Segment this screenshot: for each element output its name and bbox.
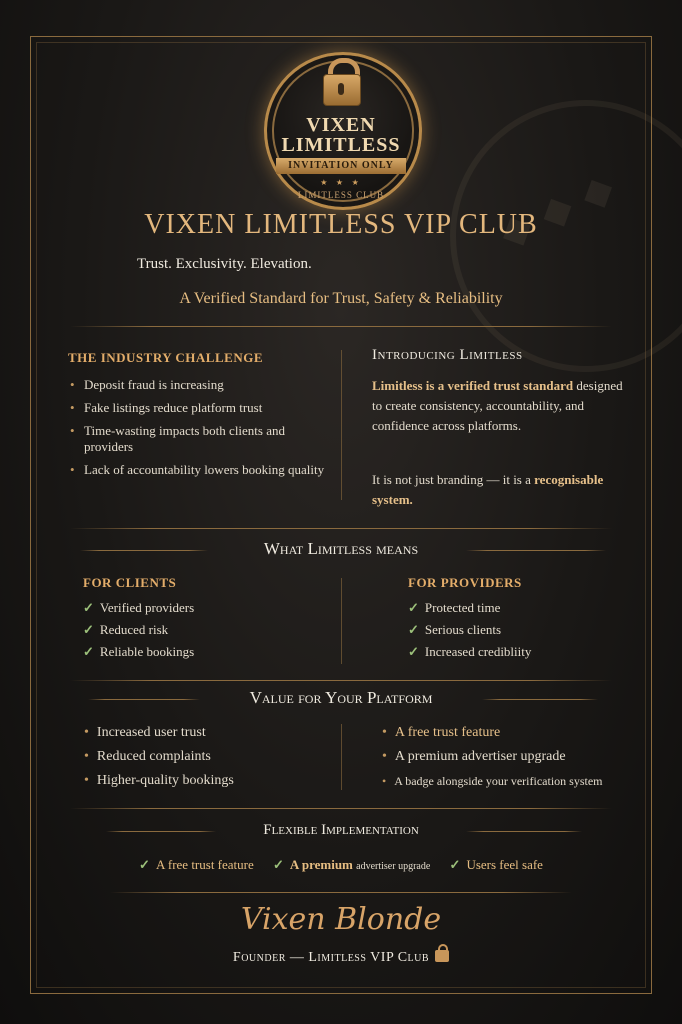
list-item: ✓ Reliable bookings: [83, 644, 195, 659]
list-item: • Time-wasting impacts both clients and providers: [70, 423, 285, 454]
column-divider: [341, 724, 342, 790]
emblem-ribbon: INVITATION ONLY: [276, 158, 406, 174]
list-item: ✓ Serious clients: [408, 622, 502, 637]
check-icon: ✓: [408, 644, 419, 659]
flexible-item: ✓ A premium advertiser upgrade: [273, 857, 431, 872]
column-divider: [341, 578, 342, 664]
check-icon: ✓: [273, 857, 284, 872]
divider: [70, 680, 612, 681]
intro-paragraph-2: It is not just branding — it is a recognisable system.: [372, 472, 604, 507]
check-icon: ✓: [408, 622, 419, 637]
page-title: VIXEN LIMITLESS VIP CLUB: [144, 209, 538, 240]
list-item: ✓ Verified providers: [83, 600, 195, 615]
list-item: • A premium advertiser upgrade: [382, 749, 566, 764]
emblem-bottom-text: LIMITLESS CLUB: [297, 190, 385, 200]
flexible-item: ✓ Users feel safe: [449, 857, 543, 872]
divider: [70, 326, 612, 327]
check-icon: ✓: [83, 622, 94, 637]
flexible-title: Flexible Implementation: [263, 822, 419, 838]
intro-heading: Introducing Limitless: [372, 347, 523, 363]
emblem-stars: ★ ★ ★: [320, 178, 362, 187]
check-icon: ✓: [408, 600, 419, 615]
list-item: ✓ Protected time: [408, 600, 501, 615]
list-item: • Fake listings reduce platform trust: [70, 400, 263, 415]
value-left-list: [84, 724, 234, 796]
divider: [70, 528, 612, 529]
means-title: What Limitless means: [263, 539, 419, 558]
list-item: • A free trust feature: [382, 725, 501, 740]
list-item: • Deposit fraud is increasing: [70, 377, 224, 392]
club-emblem: [256, 30, 426, 200]
list-item: • Reduced complaints: [84, 749, 211, 764]
challenge-list: [68, 377, 326, 485]
value-title: Value for Your Platform: [249, 688, 433, 707]
tagline: Trust. Exclusivity. Elevation.: [137, 256, 312, 272]
lock-icon: [435, 950, 449, 962]
challenge-heading: THE INDUSTRY CHALLENGE: [68, 350, 263, 365]
check-icon: ✓: [83, 600, 94, 615]
column-divider: [341, 350, 342, 500]
check-icon: ✓: [83, 644, 94, 659]
list-item: ✓ Increased credibliity: [408, 644, 532, 659]
signature: Vixen Blonde: [240, 902, 442, 937]
emblem-name-line1: VIXEN: [306, 114, 376, 136]
watermark-seal-mark: ◆ ◆ ◆: [492, 163, 623, 256]
clients-heading: FOR CLIENTS: [83, 575, 177, 590]
intro-paragraph: Limitless is a verified trust standard designed to create consistency, accountability, and confidence across platforms.: [372, 378, 623, 433]
clients-list: [83, 600, 194, 666]
check-icon: ✓: [449, 857, 461, 872]
keyhole-icon: [338, 83, 344, 95]
providers-heading: FOR PROVIDERS: [408, 575, 522, 590]
list-item: • A badge alongside your verification system: [382, 774, 603, 788]
flexible-items: [0, 857, 682, 873]
list-item: • Lack of accountability lowers booking quality: [70, 462, 325, 477]
founder-line: Founder — Limitless VIP Club: [0, 950, 682, 966]
divider: [110, 892, 572, 893]
list-item: • Higher-quality bookings: [84, 773, 234, 788]
list-item: • Increased user trust: [84, 725, 206, 740]
divider: [70, 808, 612, 809]
emblem-name-line2: LIMITLESS: [281, 134, 401, 156]
list-item: ✓ Reduced risk: [83, 622, 169, 637]
flexible-item: ✓ A free trust feature: [139, 857, 254, 872]
check-icon: ✓: [139, 857, 150, 872]
value-right-list: [382, 724, 644, 796]
providers-list: [408, 600, 531, 666]
subtitle: A Verified Standard for Trust, Safety & Reliability: [179, 290, 503, 307]
